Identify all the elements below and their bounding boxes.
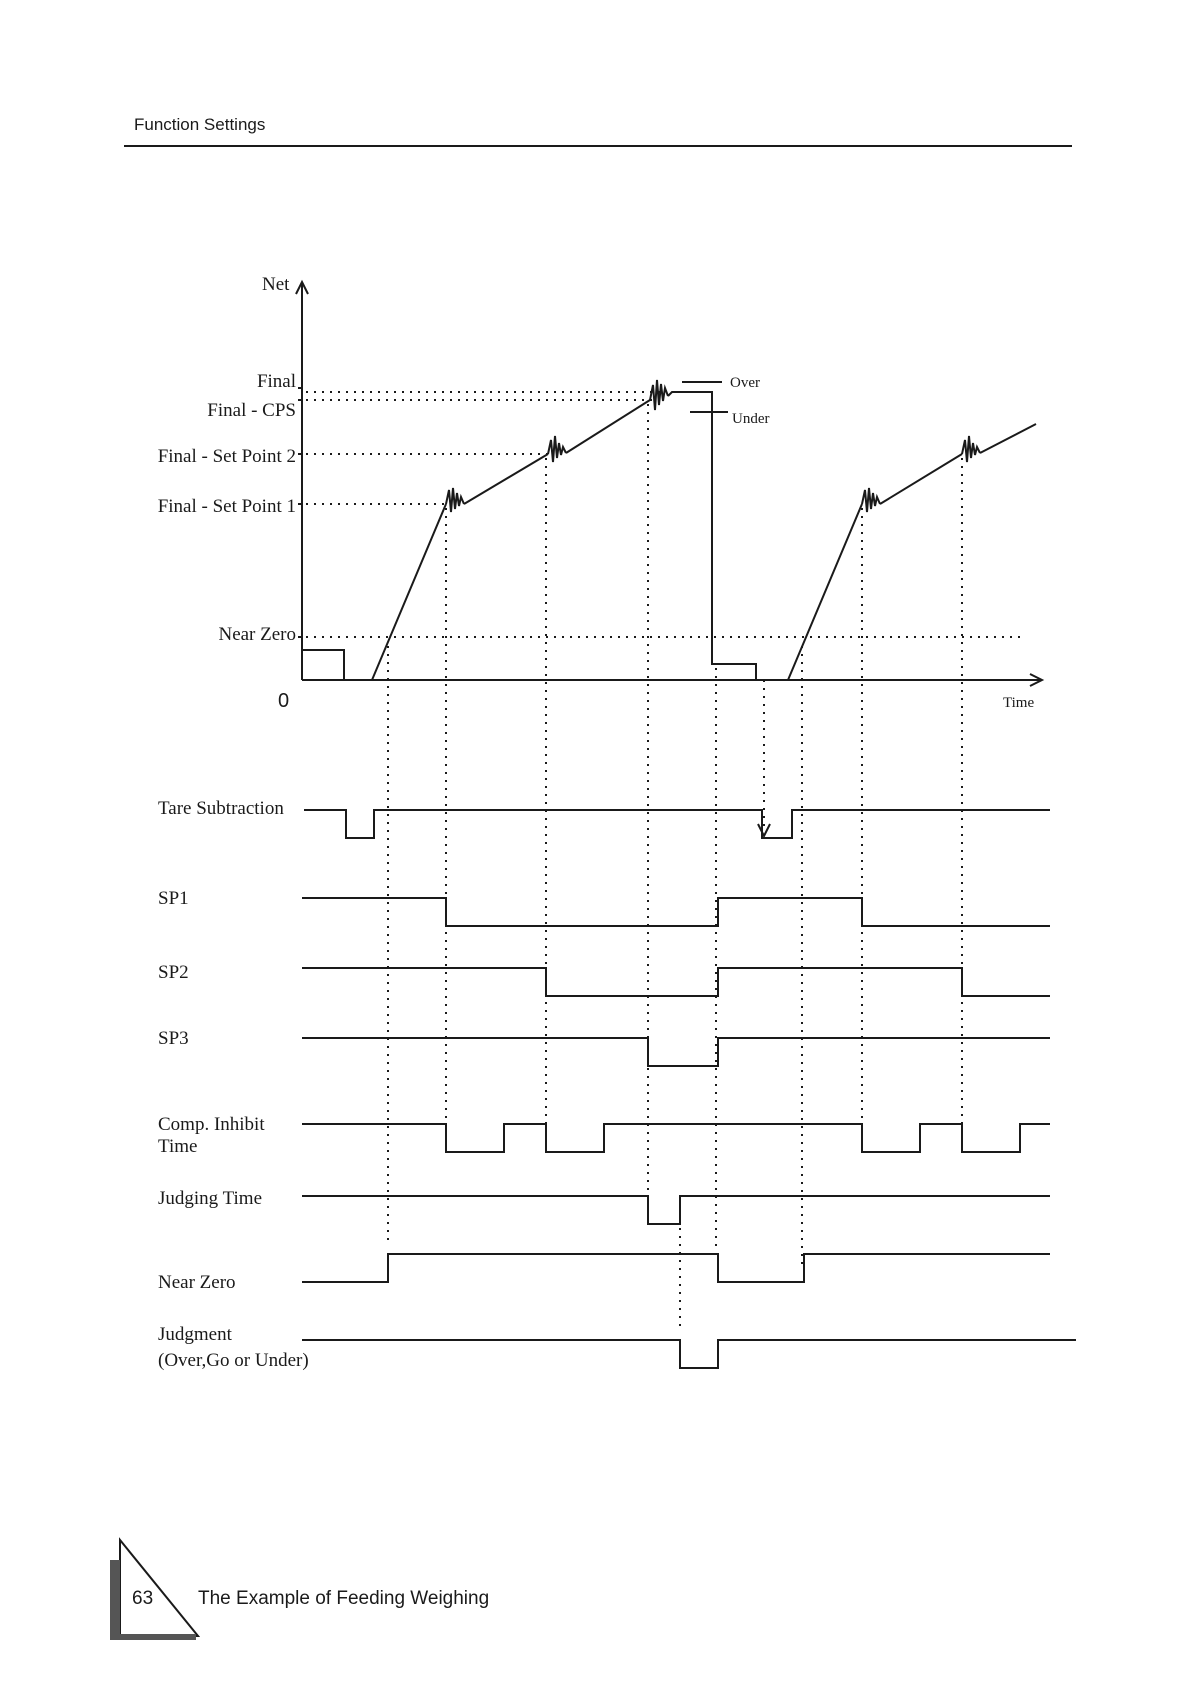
footer-shadow-bar — [110, 1560, 120, 1640]
settling-ripple — [862, 488, 880, 512]
footer-title: The Example of Feeding Weighing — [198, 1588, 490, 1609]
level-label-final-cps: Final - CPS — [207, 400, 296, 421]
settling-ripple — [650, 380, 668, 410]
level-label-set-point-2: Final - Set Point 2 — [157, 446, 296, 467]
footer-shadow-bar — [110, 1634, 196, 1640]
signal-label-comp-inhibit: Comp. Inhibit — [158, 1114, 265, 1135]
page-number: 63 — [132, 1588, 154, 1609]
signal-label-comp-inhibit-time: Time — [158, 1136, 198, 1157]
signal-label-judgment: Judgment — [158, 1324, 232, 1345]
signal-comp-inhibit-time — [302, 1124, 1050, 1152]
signal-tare-subtraction — [304, 810, 1050, 838]
weight-curve-discharge — [668, 392, 862, 680]
settling-ripple — [548, 436, 566, 462]
signal-label-sp3: SP3 — [158, 1028, 189, 1049]
signal-judging-time — [302, 1196, 1050, 1224]
level-label-near-zero: Near Zero — [218, 624, 296, 645]
signal-label-tare-subtraction: Tare Subtraction — [158, 798, 284, 819]
origin-label: 0 — [278, 690, 290, 712]
weight-curve-cycle-2 — [980, 424, 1036, 453]
signal-sp3 — [302, 1038, 1050, 1066]
signal-sp1 — [302, 898, 1050, 926]
weight-curve-cycle-1 — [566, 400, 650, 453]
signal-label-sp2: SP2 — [158, 962, 189, 983]
settling-ripple — [962, 436, 980, 462]
weight-curve-cycle-1 — [302, 504, 446, 680]
settling-ripple — [446, 488, 464, 512]
weight-curve-cycle-2 — [880, 454, 962, 504]
signal-label-near-zero: Near Zero — [158, 1272, 236, 1293]
level-label-final: Final — [256, 371, 296, 392]
signal-label-sp1: SP1 — [158, 888, 189, 909]
level-label-set-point-1: Final - Set Point 1 — [157, 496, 296, 517]
signal-judgment — [302, 1340, 1076, 1368]
x-axis-label: Time — [1003, 695, 1035, 711]
section-title: Function Settings — [134, 115, 266, 134]
signal-sp2 — [302, 968, 1050, 996]
under-label: Under — [732, 411, 770, 427]
signal-label-judgment-values: (Over,Go or Under) — [158, 1350, 309, 1371]
y-axis-label: Net — [262, 274, 290, 295]
over-label: Over — [730, 375, 760, 391]
weight-curve-cycle-1 — [464, 454, 548, 504]
signal-label-judging-time: Judging Time — [158, 1188, 263, 1209]
signal-near-zero — [302, 1254, 1050, 1282]
